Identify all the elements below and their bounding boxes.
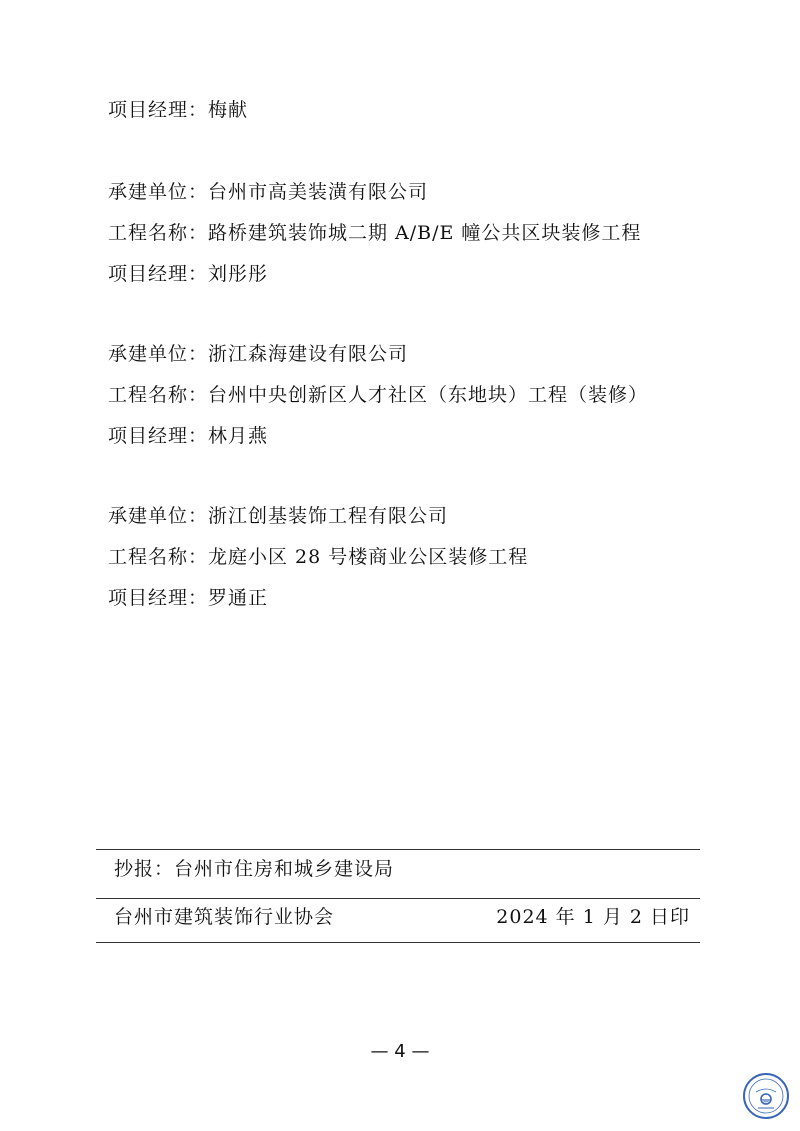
page-number: — 4 — xyxy=(370,1041,430,1062)
association-seal-icon xyxy=(742,1072,790,1120)
entry-2-project: 工程名称：台州中央创新区人才社区（东地块）工程（装修） xyxy=(108,384,649,406)
entry-1-unit: 承建单位：台州市高美装潢有限公司 xyxy=(108,181,429,203)
issuer-name: 台州市建筑装饰行业协会 xyxy=(114,906,335,928)
entry-3-unit: 承建单位：浙江创基装饰工程有限公司 xyxy=(108,505,449,527)
entry-3-project: 工程名称：龙庭小区 28 号楼商业公区装修工程 xyxy=(108,546,529,568)
cc-line: 抄报：台州市住房和城乡建设局 xyxy=(114,858,395,880)
print-date: 2024 年 1 月 2 日印 xyxy=(496,906,690,928)
footer-bottom-rule xyxy=(96,942,700,943)
entry-3-manager: 项目经理：罗通正 xyxy=(108,587,269,609)
entry-2-manager: 项目经理：林月燕 xyxy=(108,425,269,447)
entry-1-project: 工程名称：路桥建筑装饰城二期 A/B/E 幢公共区块装修工程 xyxy=(108,222,642,244)
entry-1-manager: 项目经理：刘彤彤 xyxy=(108,263,269,285)
footer-top-rule xyxy=(96,849,700,850)
entry-0-manager: 项目经理：梅献 xyxy=(108,99,249,121)
footer-middle-rule xyxy=(96,898,700,899)
entry-2-unit: 承建单位：浙江森海建设有限公司 xyxy=(108,343,409,365)
